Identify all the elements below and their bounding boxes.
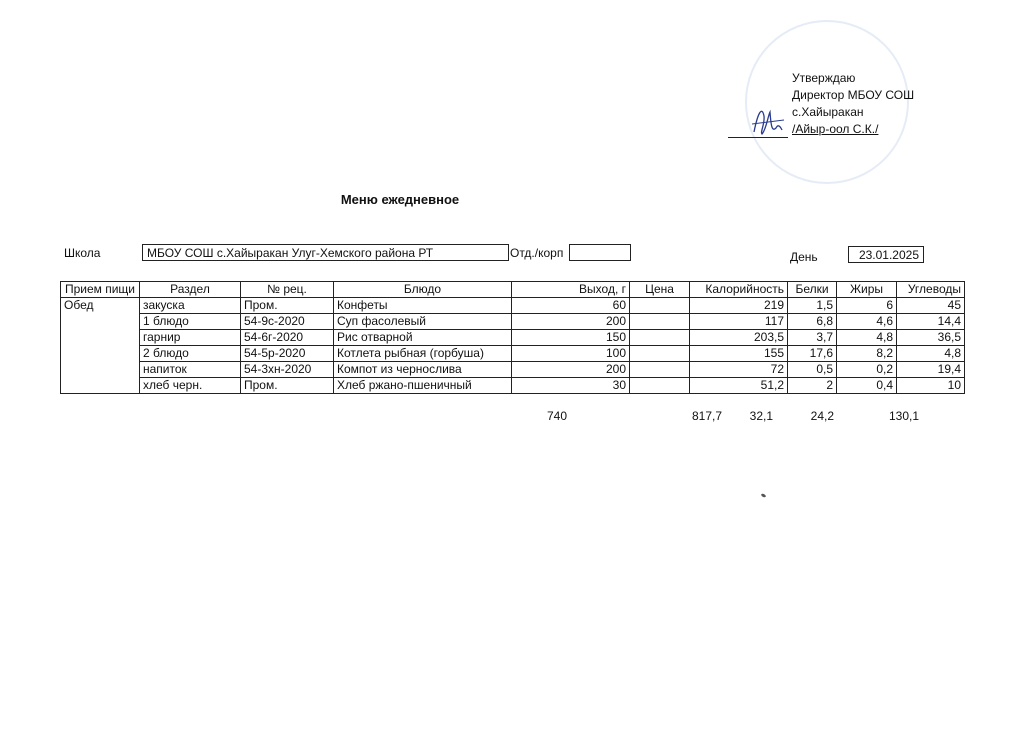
- price-cell: [630, 298, 690, 314]
- recipe-cell: 54-6г-2020: [241, 330, 334, 346]
- total-carbs: 130,1: [888, 409, 919, 423]
- total-yield: 740: [546, 409, 567, 423]
- dept-label: Отд./корп: [510, 246, 564, 260]
- kcal-cell: 203,5: [690, 330, 788, 346]
- yield-cell: 100: [512, 346, 630, 362]
- approval-block: [792, 70, 914, 138]
- kcal-cell: 117: [690, 314, 788, 330]
- fat-cell: 4,8: [837, 330, 897, 346]
- dish-cell: Котлета рыбная (горбуша): [334, 346, 512, 362]
- col-header: Калорийность: [690, 282, 788, 298]
- price-cell: [630, 330, 690, 346]
- protein-cell: 1,5: [788, 298, 837, 314]
- col-header: Раздел: [140, 282, 241, 298]
- table-row: [61, 314, 965, 330]
- protein-cell: 2: [788, 378, 837, 394]
- dish-cell: Хлеб ржано-пшеничный: [334, 378, 512, 394]
- protein-cell: 17,6: [788, 346, 837, 362]
- scan-speck: [761, 493, 767, 498]
- approval-line-4: /Айыр-оол С.К./: [792, 122, 879, 136]
- col-header: Углеводы: [897, 282, 965, 298]
- yield-cell: 150: [512, 330, 630, 346]
- col-header: Блюдо: [334, 282, 512, 298]
- col-header: Прием пищи: [61, 282, 140, 298]
- table-row: [61, 346, 965, 362]
- carbs-cell: 36,5: [897, 330, 965, 346]
- section-cell: 1 блюдо: [140, 314, 241, 330]
- recipe-cell: Пром.: [241, 378, 334, 394]
- protein-cell: 6,8: [788, 314, 837, 330]
- dish-cell: Рис отварной: [334, 330, 512, 346]
- fat-cell: 8,2: [837, 346, 897, 362]
- section-cell: гарнир: [140, 330, 241, 346]
- protein-cell: 3,7: [788, 330, 837, 346]
- carbs-cell: 19,4: [897, 362, 965, 378]
- kcal-cell: 155: [690, 346, 788, 362]
- yield-cell: 30: [512, 378, 630, 394]
- price-cell: [630, 346, 690, 362]
- page-title: Меню ежедневное: [340, 192, 460, 207]
- price-cell: [630, 362, 690, 378]
- total-kcal: 817,7: [691, 409, 722, 423]
- yield-cell: 200: [512, 314, 630, 330]
- col-header: Жиры: [837, 282, 897, 298]
- kcal-cell: 219: [690, 298, 788, 314]
- recipe-cell: Пром.: [241, 298, 334, 314]
- school-label: Школа: [64, 246, 101, 260]
- price-cell: [630, 378, 690, 394]
- dish-cell: Суп фасолевый: [334, 314, 512, 330]
- total-protein: 32,1: [749, 409, 773, 423]
- kcal-cell: 72: [690, 362, 788, 378]
- approval-line-2: Директор МБОУ СОШ: [792, 88, 915, 102]
- fat-cell: 6: [837, 298, 897, 314]
- total-fat: 24,2: [810, 409, 834, 423]
- school-value: МБОУ СОШ с.Хайыракан Улуг-Хемского района РТ: [142, 244, 509, 261]
- fat-cell: 0,2: [837, 362, 897, 378]
- carbs-cell: 45: [897, 298, 965, 314]
- section-cell: хлеб черн.: [140, 378, 241, 394]
- approval-line-3: с.Хайыракан: [792, 105, 864, 119]
- carbs-cell: 4,8: [897, 346, 965, 362]
- meal-cell: Обед: [61, 298, 140, 394]
- table-row: [61, 362, 965, 378]
- col-header: Цена: [630, 282, 690, 298]
- carbs-cell: 14,4: [897, 314, 965, 330]
- table-row: [61, 330, 965, 346]
- kcal-cell: 51,2: [690, 378, 788, 394]
- menu-table: [60, 281, 965, 394]
- table-row: [61, 378, 965, 394]
- dept-value: [569, 244, 631, 261]
- fat-cell: 4,6: [837, 314, 897, 330]
- fat-cell: 0,4: [837, 378, 897, 394]
- price-cell: [630, 314, 690, 330]
- table-row: [61, 298, 965, 314]
- approval-line-1: Утверждаю: [792, 71, 856, 85]
- day-label: День: [790, 250, 818, 264]
- signature-line: [728, 137, 788, 138]
- col-header: Белки: [788, 282, 837, 298]
- section-cell: 2 блюдо: [140, 346, 241, 362]
- yield-cell: 200: [512, 362, 630, 378]
- yield-cell: 60: [512, 298, 630, 314]
- protein-cell: 0,5: [788, 362, 837, 378]
- dish-cell: Конфеты: [334, 298, 512, 314]
- dish-cell: Компот из чернослива: [334, 362, 512, 378]
- recipe-cell: 54-3хн-2020: [241, 362, 334, 378]
- recipe-cell: 54-9с-2020: [241, 314, 334, 330]
- carbs-cell: 10: [897, 378, 965, 394]
- recipe-cell: 54-5р-2020: [241, 346, 334, 362]
- col-header: № рец.: [241, 282, 334, 298]
- col-header: Выход, г: [512, 282, 630, 298]
- section-cell: напиток: [140, 362, 241, 378]
- day-value: 23.01.2025: [848, 246, 924, 263]
- table-header-row: [61, 282, 965, 298]
- section-cell: закуска: [140, 298, 241, 314]
